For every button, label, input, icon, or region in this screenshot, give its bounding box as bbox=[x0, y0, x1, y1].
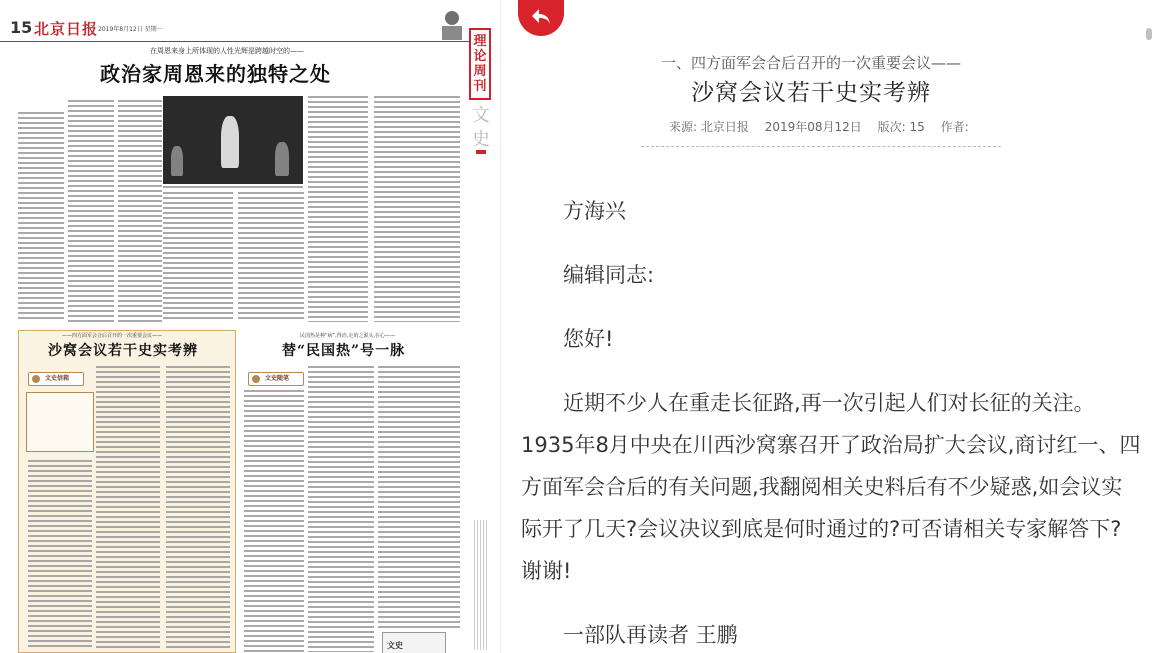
meta-divider bbox=[641, 146, 1001, 147]
newspaper-top-headline: 政治家周恩来的独特之处 bbox=[100, 62, 331, 86]
right-article-kicker: 民国热是种“病”,得治,走俏之源头,在心—— bbox=[300, 333, 395, 339]
back-arrow-icon bbox=[530, 7, 552, 27]
newspaper-photo bbox=[163, 96, 303, 184]
article-author: 作者: bbox=[940, 120, 969, 134]
newspaper-text-column bbox=[18, 112, 64, 322]
newspaper-photo-caption bbox=[163, 186, 303, 190]
article-title: 沙窝会议若干史实考辨 bbox=[691, 80, 931, 106]
scrollbar[interactable] bbox=[1145, 0, 1153, 653]
right-article-title: 替“民国热”号一脉 bbox=[282, 343, 406, 359]
newspaper-text-column bbox=[308, 366, 374, 652]
back-button[interactable] bbox=[518, 0, 564, 36]
article-paragraph: 近期不少人在重走长征路,再一次引起人们对长征的关注。1935年8月中央在川西沙窝寨召开了政治局扩大会议,商讨红一、四方面军会合后的有关问题,我翻阅相关史料后有不少疑惑,如会议实际开了几天?会议决议到底是何时通过的?可否请相关专家解答下?谢谢! bbox=[521, 391, 1141, 583]
newspaper-issue-date: 2019年8月12日 星期一 bbox=[98, 26, 163, 33]
article-page: 版次: 15 bbox=[877, 120, 925, 134]
box-article-title: 沙窝会议若干史实考辨 bbox=[48, 343, 198, 359]
article-source: 来源: 北京日报 bbox=[669, 120, 749, 134]
newspaper-masthead bbox=[0, 16, 470, 42]
newspaper-text-column bbox=[68, 100, 114, 322]
newspaper-text-column bbox=[238, 192, 304, 322]
article-paragraph: 您好! bbox=[563, 327, 614, 351]
section-label-theory-weekly: 理 论 周 刊 bbox=[469, 28, 491, 100]
article-paragraph: 方海兴 bbox=[563, 199, 626, 223]
box-article-badge: 文史信箱 bbox=[28, 372, 84, 386]
newspaper-text-column bbox=[374, 96, 460, 322]
section-label-culture-history: 文 史 bbox=[472, 105, 490, 150]
article-paragraph: 一部队再读者 王鹏 bbox=[563, 623, 738, 647]
newspaper-text-column bbox=[308, 96, 368, 322]
article-subtitle: 一、四方面军会合后召开的一次重要会议—— bbox=[660, 54, 961, 72]
newspaper-side-text bbox=[474, 520, 488, 650]
portrait-icon bbox=[440, 8, 464, 40]
article-date: 2019年08月12日 bbox=[764, 120, 862, 134]
newspaper-page-number: 15 bbox=[10, 18, 33, 37]
reader-letter-box bbox=[26, 392, 94, 452]
newspaper-text-column bbox=[118, 100, 162, 322]
newspaper-text-column bbox=[378, 366, 460, 628]
newspaper-text-column bbox=[166, 366, 230, 650]
article-meta bbox=[669, 118, 981, 135]
newspaper-logo: 北京日报 bbox=[34, 20, 99, 38]
newspaper-top-kicker: 在周恩来身上所体现的人性光辉是跨越时空的—— bbox=[150, 47, 304, 55]
section-thumbnail: 文史 bbox=[382, 632, 446, 653]
scrollbar-thumb[interactable] bbox=[1146, 28, 1152, 40]
right-article-badge: 文史随笔 bbox=[248, 372, 304, 386]
section-marker bbox=[476, 150, 486, 154]
article-reader bbox=[500, 0, 1161, 653]
article-paragraph: 编辑同志: bbox=[563, 263, 655, 287]
article-body bbox=[521, 190, 1141, 653]
newspaper-text-column bbox=[163, 192, 233, 322]
newspaper-text-column bbox=[244, 390, 304, 652]
newspaper-text-column bbox=[96, 366, 160, 650]
newspaper-page-image[interactable] bbox=[0, 0, 500, 653]
box-article-kicker: ——四方面军会合后召开的一次重要会议—— bbox=[62, 333, 163, 339]
newspaper-text-column bbox=[28, 460, 92, 650]
